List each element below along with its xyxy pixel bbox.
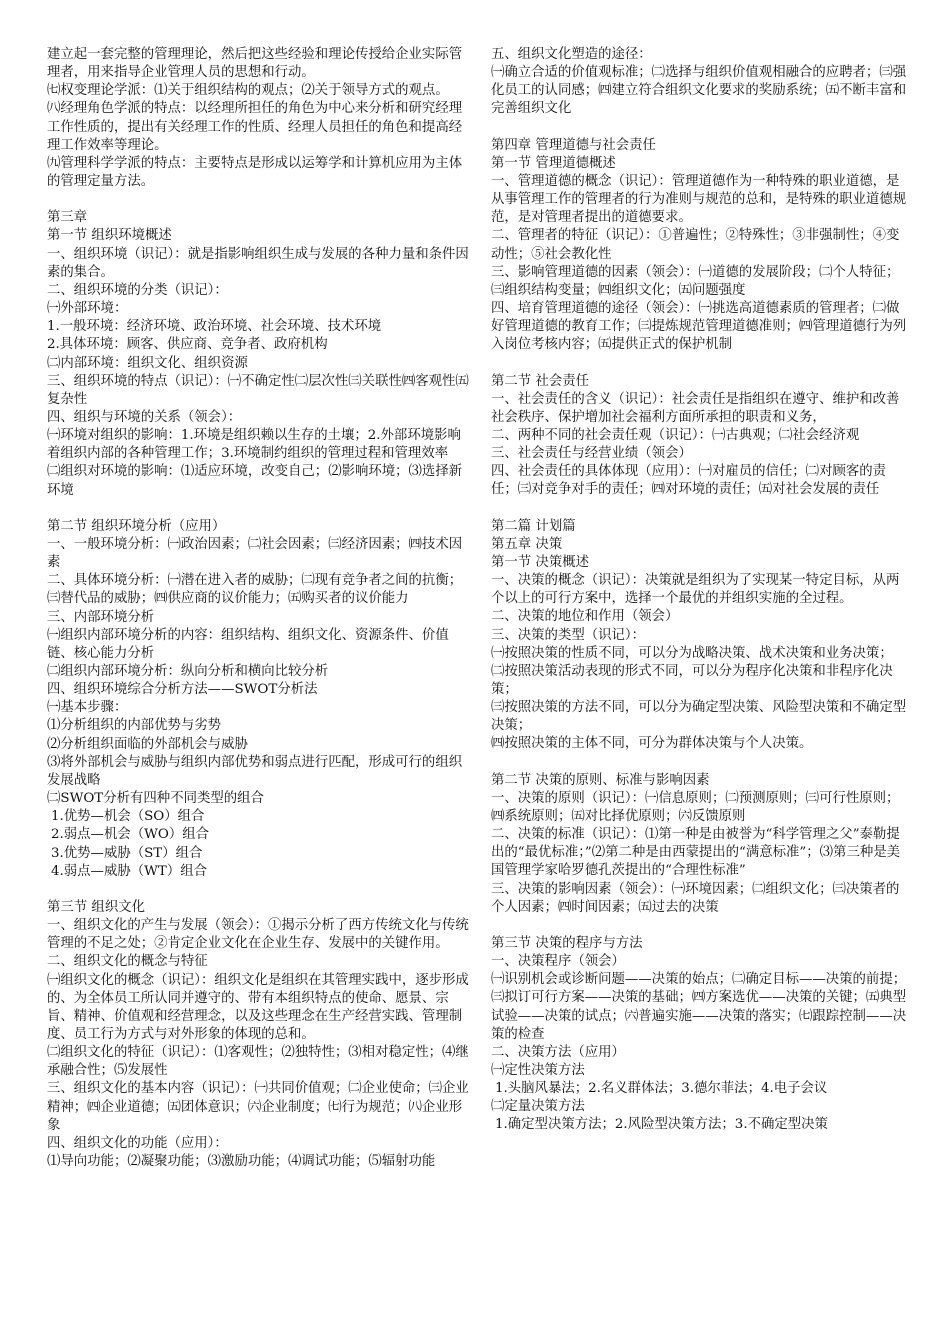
text-line: ⑴导向功能；⑵凝聚功能；⑶激励功能；⑷调试功能；⑸辐射功能 [47, 1154, 436, 1170]
text-line: 1.优势—机会（SO）组合 [51, 809, 205, 825]
paragraph-gap [491, 119, 911, 137]
text-line: 三、组织文化的基本内容（识记）：㈠共同价值观；㈡企业使命；㈢企业精神；㈣企业道德；㈤团体意识；㈥企业制度；㈦行为规范；㈧企业形象 [47, 1081, 469, 1133]
text-line: 一、组织环境（识记）：就是指影响组织生成与发展的各种力量和条件因素的集合。 [47, 246, 469, 280]
paragraph-gap [47, 881, 469, 899]
text-line: 四、组织与环境的关系（领会）： [47, 409, 242, 425]
text-line: 1.头脑风暴法；2.名义群体法；3.德尔菲法；4.电子会议 [495, 1081, 828, 1097]
text-line: 三、社会责任与经营业绩（领会） [491, 446, 692, 462]
text-line: ⑴分析组织的内部优势与劣势 [47, 718, 222, 734]
text-line: 第三章 [47, 210, 88, 226]
text-line: 二、两种不同的社会责任观（识记）：㈠古典观；㈡社会经济观 [491, 427, 860, 443]
text-line: 二、组织文化的概念与特征 [47, 954, 208, 970]
paragraph-gap [491, 500, 911, 518]
text-line: 2.具体环境：顾客、供应商、竞争者、政府机构 [47, 337, 328, 353]
text-line: 第一节 决策概述 [491, 554, 589, 570]
left-column [47, 46, 469, 1171]
text-line: ㈨管理科学学派的特点：主要特点是形成以运筹学和计算机应用为主体的管理定量方法。 [47, 155, 463, 190]
text-line: 二、管理者的特征（识记）：①普遍性；②特殊性；③非强制性；④变动性；⑤社会教化性 [491, 228, 900, 262]
text-line: 四、社会责任的具体体现（应用）：㈠对雇员的信任；㈡对顾客的责任；㈢对竞争对手的责任；㈣对环境的责任；㈤对社会发展的责任 [491, 464, 887, 498]
text-line: ㈠识别机会或诊断问题——决策的始点；㈡确定目标——决策的前提；㈢拟订可行方案——决策的基础；㈣方案选优——决策的关键；㈤典型试验——决策的试点；㈥普遍实施——决策的落实；㈦跟踪控制——决策的检查 [491, 972, 907, 1042]
text-line: 二、决策的地位和作用（领会） [491, 609, 679, 625]
text-line: ㈡内部环境：组织文化、组织资源 [47, 355, 248, 371]
text-line: ㈠外部环境： [47, 301, 128, 317]
text-line: 二、决策方法（应用） [491, 1044, 625, 1060]
paragraph-gap [47, 500, 469, 518]
text-line: 二、具体环境分析：㈠潜在进入者的威胁；㈡现有竞争者之间的抗衡；㈢替代品的威胁；㈣供应商的议价能力；㈤购买者的议价能力 [47, 573, 463, 607]
right-column [491, 46, 911, 1135]
text-line: 一、决策的原则（识记）：㈠信息原则；㈡预测原则；㈢可行性原则；㈣系统原则；㈤对比择优原则；㈥反馈原则 [491, 790, 900, 824]
text-line: ㈠环境对组织的影响：1.环境是组织赖以生存的土壤；2.外部环境影响着组织内部的各种管理工作；3.环境制约组织的管理过程和管理效率 [47, 428, 461, 462]
text-line: 1.确定型决策方法；2.风险型决策方法；3.不确定型决策 [495, 1117, 828, 1133]
text-line: 第一节 组织环境概述 [47, 228, 172, 244]
text-line: 2.弱点—机会（WO）组合 [51, 827, 210, 843]
text-line: ⑵分析组织面临的外部机会与威胁 [47, 736, 248, 752]
text-line: 第二节 决策的原则、标准与影响因素 [491, 772, 710, 788]
text-line: 第四章 管理道德与社会责任 [491, 137, 656, 153]
text-line: 四、培育管理道德的途径（领会）：㈠挑选高道德素质的管理者；㈡做好管理道德的教育工作；㈢提炼规范管理道德准则；㈣管理道德行为列入岗位考核内容；㈤提供正式的保护机制 [491, 301, 907, 353]
paragraph-gap [491, 917, 911, 935]
text-line: ㈡按照决策活动表现的形式不同，可以分为程序化决策和非程序化决策； [491, 663, 893, 697]
text-line: 第五章 决策 [491, 536, 563, 552]
text-line: 三、影响管理道德的因素（领会）：㈠道德的发展阶段；㈡个人特征；㈢组织结构变量；㈣组织文化；㈤问题强度 [491, 264, 900, 298]
text-line: ㈡组织内部环境分析：纵向分析和横向比较分析 [47, 664, 329, 679]
text-line: 第三节 组织文化 [47, 899, 145, 915]
text-line: 一、决策程序（领会） [491, 954, 625, 970]
text-line: 第二节 社会责任 [491, 373, 589, 389]
text-line: ㈠定性决策方法 [491, 1062, 585, 1078]
text-line: ㈦权变理论学派：⑴关于组织结构的观点；⑵关于领导方式的观点。 [47, 83, 449, 99]
text-line: 三、决策的影响因素（领会）：㈠环境因素；㈡组织文化；㈢决策者的个人因素；㈣时间因素；㈤过去的决策 [491, 881, 900, 915]
text-line: 四、组织文化的功能（应用）： [47, 1135, 228, 1151]
text-line: 三、组织环境的特点（识记）：㈠不确定性㈡层次性㈢关联性㈣客观性㈤复杂性 [47, 373, 469, 407]
text-line: ㈢按照决策的方法不同，可以分为确定型决策、风险型决策和不确定型决策； [491, 700, 907, 734]
text-line: ㈧经理角色学派的特点：以经理所担任的角色为中心来分析和研究经理工作性质的，提出有关经理工作的性质、经理人员担任的角色和提高经理工作效率等理论。 [47, 101, 463, 153]
text-line: 三、内部环境分析 [47, 609, 155, 625]
text-line: 二、决策的标准（识记）：⑴第一种是由被誉为“科学管理之父”泰勒提出的“最优标准；”⑵第二种是由西蒙提出的“满意标准”；⑶第三种是美国管理学家哈罗德孔茨提出的“合理性标准” [491, 827, 901, 879]
text-line: ⑶将外部机会与威胁与组织内部优势和弱点进行匹配，形成可行的组织发展战略 [47, 754, 463, 788]
text-line: ㈡SWOT分析有四种不同类型的组合 [47, 791, 264, 807]
text-line: 1.一般环境：经济环境、政治环境、社会环境、技术环境 [47, 319, 382, 335]
text-line: 建立起一套完整的管理理论，然后把这些经验和理论传授给企业实际管理者，用来指导企业管理人员的思想和行动。 [47, 47, 463, 81]
paragraph-gap [47, 191, 469, 209]
text-line: ㈡组织文化的特征（识记）：⑴客观性；⑵独特性；⑶相对稳定性；⑷继承融合性；⑸发展性 [47, 1045, 469, 1079]
text-line: 二、组织环境的分类（识记）： [47, 282, 228, 298]
text-line: 五、组织文化塑造的途径： [491, 47, 652, 62]
text-line: ㈠按照决策的性质不同，可以分为战略决策、战术决策和业务决策； [491, 645, 893, 661]
text-line: 一、社会责任的含义（识记）：社会责任是指组织在遵守、维护和改善社会秩序、保护增加社会福利方面所承担的职责和义务， [491, 391, 900, 425]
text-line: ㈠确立合适的价值观标准；㈡选择与组织价值观相融合的应聘者；㈢强化员工的认同感；㈣建立符合组织文化要求的奖励系统；㈤不断丰富和完善组织文化 [491, 65, 907, 117]
paragraph-gap [491, 355, 911, 373]
text-line: 第三节 决策的程序与方法 [491, 935, 643, 951]
text-line: ㈣按照决策的主体不同，可分为群体决策与个人决策。 [491, 736, 813, 752]
text-line: ㈠组织内部环境分析的内容：组织结构、组织文化、资源条件、价值链、核心能力分析 [47, 627, 449, 661]
text-line: 一、组织文化的产生与发展（领会）：①揭示分析了西方传统文化与传统管理的不足之处；②肯定企业文化在企业生存、发展中的关键作用。 [47, 918, 469, 952]
text-line: 四、组织环境综合分析方法——SWOT分析法 [47, 682, 318, 698]
text-line: 第二篇 计划篇 [491, 518, 576, 534]
text-line: ㈡组织对环境的影响：⑴适应环境，改变自己；⑵影响环境；⑶选择新环境 [47, 464, 463, 498]
text-line: 第二节 组织环境分析（应用） [47, 518, 226, 534]
text-line: 一、一般环境分析：㈠政治因素；㈡社会因素；㈢经济因素；㈣技术因素 [47, 536, 463, 571]
paragraph-gap [491, 754, 911, 772]
text-line: 3.优势—威胁（ST）组合 [51, 845, 203, 861]
text-line: ㈡定量决策方法 [491, 1099, 585, 1115]
text-line: ㈠基本步骤： [47, 700, 128, 716]
text-line: 三、决策的类型（识记）： [491, 627, 645, 643]
text-line: 第一节 管理道德概述 [491, 155, 616, 171]
text-line: 一、决策的概念（识记）：决策就是组织为了实现某一特定目标，从两个以上的可行方案中，选择一个最优的并组织实施的全过程。 [491, 573, 900, 607]
text-line: 一、管理道德的概念（识记）：管理道德作为一种特殊的职业道德，是从事管理工作的管理者的行为准则与规范的总和，是特殊的职业道德规范，是对管理者提出的道德要求。 [491, 173, 907, 226]
text-line: ㈠组织文化的概念（识记）：组织文化是组织在其管理实践中，逐步形成的、为全体员工所认同并遵守的、带有本组织特点的使命、愿景、宗旨、精神、价值观和经营理念，以及这些理念在生产经营实践、管理制度、员工行为方式与对外形象的体现的总和。 [47, 972, 469, 1042]
text-line: 4.弱点—威胁（WT）组合 [51, 863, 207, 879]
